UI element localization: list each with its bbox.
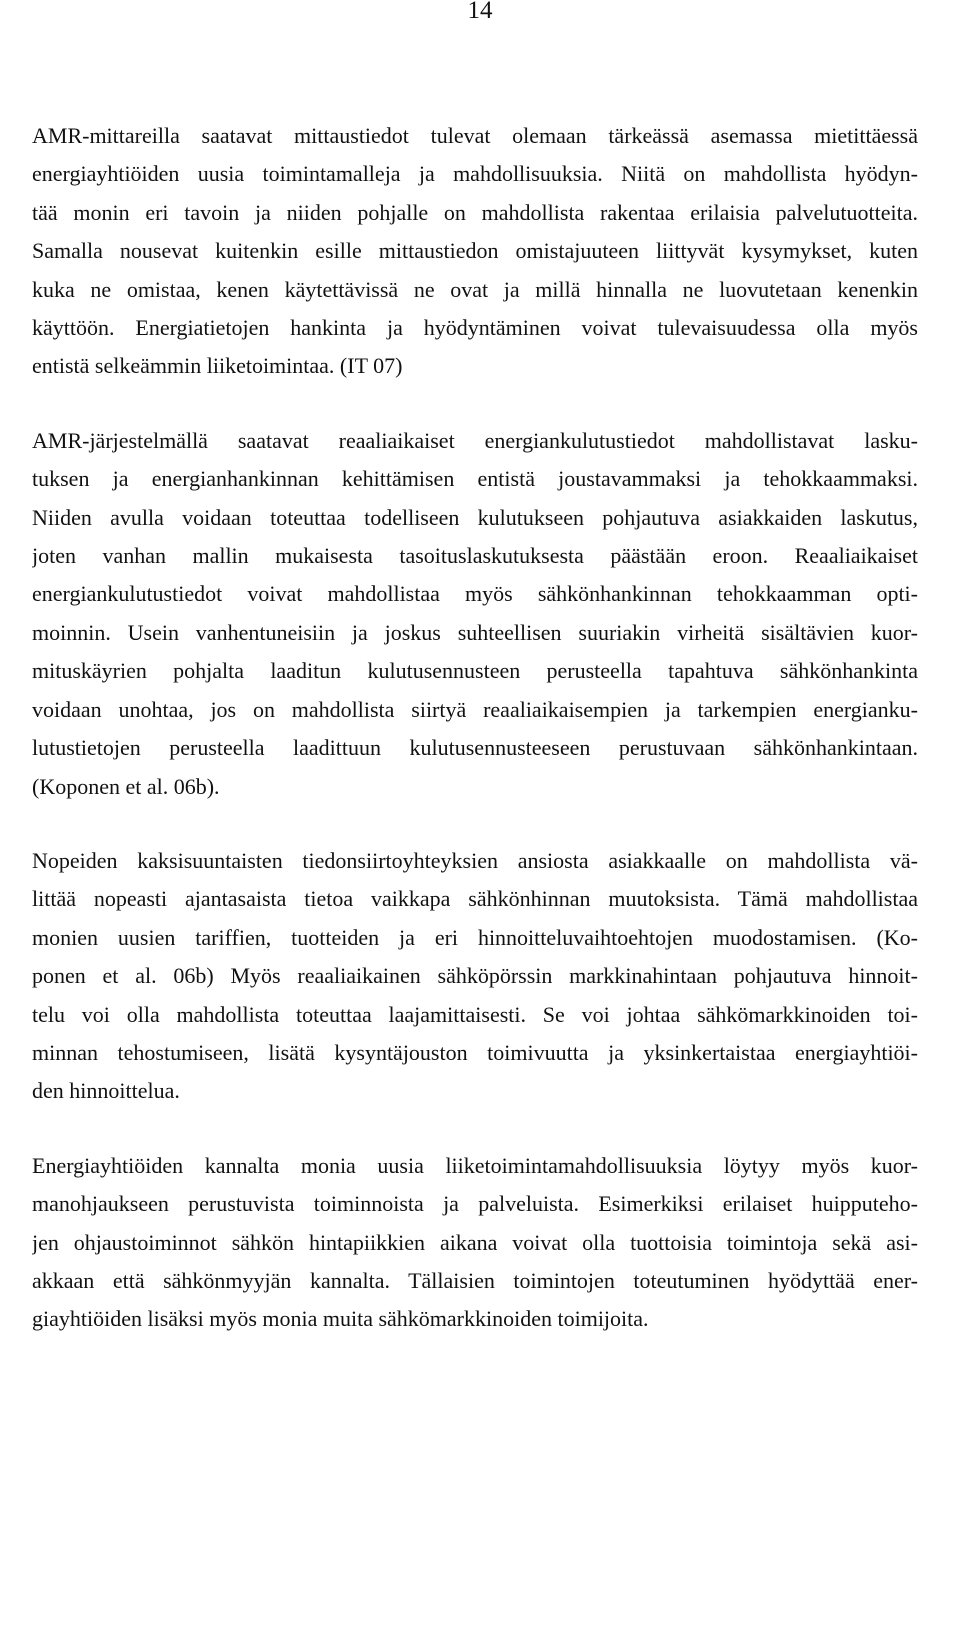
- text-line: lutustietojen perusteella laadittuun kulutusennusteeseen perustuvaan sähkönhankintaan.: [32, 735, 918, 761]
- text-line: Nopeiden kaksisuuntaisten tiedonsiirtoyhteyksien ansiosta asiakkaalle on mahdollista vä-: [32, 847, 918, 873]
- text-line: entistä selkeämmin liiketoimintaa. (IT 07): [32, 353, 403, 379]
- text-line: jen ohjaustoiminnot sähkön hintapiikkien aikana voivat olla tuottoisia toimintoja sekä asi-: [32, 1229, 918, 1255]
- text-line: telu voi olla mahdollista toteuttaa laajamittaisesti. Se voi johtaa sähkömarkkinoiden toi-: [32, 1001, 918, 1027]
- text-line: den hinnoittelua.: [32, 1078, 180, 1104]
- text-line: moinnin. Usein vanhentuneisiin ja joskus suhteellisen suuriakin virheitä sisältävien kuor-: [32, 619, 918, 645]
- text-line: energiayhtiöiden uusia toimintamalleja ja mahdollisuuksia. Niitä on mahdollista hyödyn-: [32, 161, 918, 187]
- text-line: AMR-järjestelmällä saatavat reaaliaikaiset energiankulutustiedot mahdollistavat lasku-: [32, 427, 918, 453]
- paragraph-load-control-business: [32, 1147, 918, 1339]
- text-line: mituskäyrien pohjalta laaditun kulutusennusteen perusteella tapahtuva sähkönhankinta: [32, 658, 918, 684]
- text-line: Samalla nousevat kuitenkin esille mittaustiedon omistajuuteen liittyvät kysymykset, kuten: [32, 238, 918, 264]
- paragraph-amr-meter-data: [32, 117, 918, 386]
- text-line: monien uusien tariffien, tuotteiden ja eri hinnoitteluvaihtoehtojen muodostamisen. (Ko-: [32, 924, 918, 950]
- page-number: 14: [467, 0, 493, 24]
- text-line: akkaan että sähkönmyyjän kannalta. Tällaisien toimintojen toteutuminen hyödyttää ener-: [32, 1267, 918, 1293]
- text-line: AMR-mittareilla saatavat mittaustiedot tulevat olemaan tärkeässä asemassa mietittäessä: [32, 123, 918, 148]
- text-line: joten vanhan mallin mukaisesta tasoituslaskutuksesta päästään eroon. Reaaliaikaiset: [32, 543, 918, 569]
- text-line: tää monin eri tavoin ja niiden pohjalle on mahdollista rakentaa erilaisia palvelutuotteita.: [32, 199, 918, 225]
- text-line: littää nopeasti ajantasaista tietoa vaikkapa sähkönhinnan muutoksista. Tämä mahdollistaa: [32, 886, 918, 912]
- paragraph-amr-system-billing: [32, 422, 918, 806]
- text-line: käyttöön. Energiatietojen hankinta ja hyödyntäminen voivat tulevaisuudessa olla myös: [32, 315, 918, 341]
- document-body: [32, 117, 918, 1375]
- text-line: ponen et al. 06b) Myös reaaliaikainen sähköpörssin markkinahintaan pohjautuva hinnoit-: [32, 963, 918, 989]
- text-line: kuka ne omistaa, kenen käytettävissä ne ovat ja millä hinnalla ne luovutetaan kenenkin: [32, 276, 918, 302]
- text-line: energiankulutustiedot voivat mahdollistaa myös sähkönhankinnan tehokkaamman opti-: [32, 581, 918, 607]
- paragraph-two-way-communication: [32, 842, 918, 1111]
- text-line: Energiayhtiöiden kannalta monia uusia liiketoimintamahdollisuuksia löytyy myös kuor-: [32, 1152, 918, 1178]
- text-line: tuksen ja energianhankinnan kehittämisen entistä joustavammaksi ja tehokkaammaksi.: [32, 466, 918, 492]
- text-line: manohjaukseen perustuvista toiminnoista ja palveluista. Esimerkiksi erilaiset huipputeho-: [32, 1191, 918, 1217]
- text-line: voidaan unohtaa, jos on mahdollista siirtyä reaaliaikaisempien ja tarkempien energianku-: [32, 696, 918, 722]
- text-line: (Koponen et al. 06b).: [32, 773, 220, 799]
- text-line: giayhtiöiden lisäksi myös monia muita sähkömarkkinoiden toimijoita.: [32, 1306, 649, 1332]
- text-line: Niiden avulla voidaan toteuttaa todelliseen kulutukseen pohjautuva asiakkaiden laskutus,: [32, 504, 918, 530]
- text-line: minnan tehostumiseen, lisätä kysyntäjouston toimivuutta ja yksinkertaistaa energiayhtiöi-: [32, 1039, 918, 1065]
